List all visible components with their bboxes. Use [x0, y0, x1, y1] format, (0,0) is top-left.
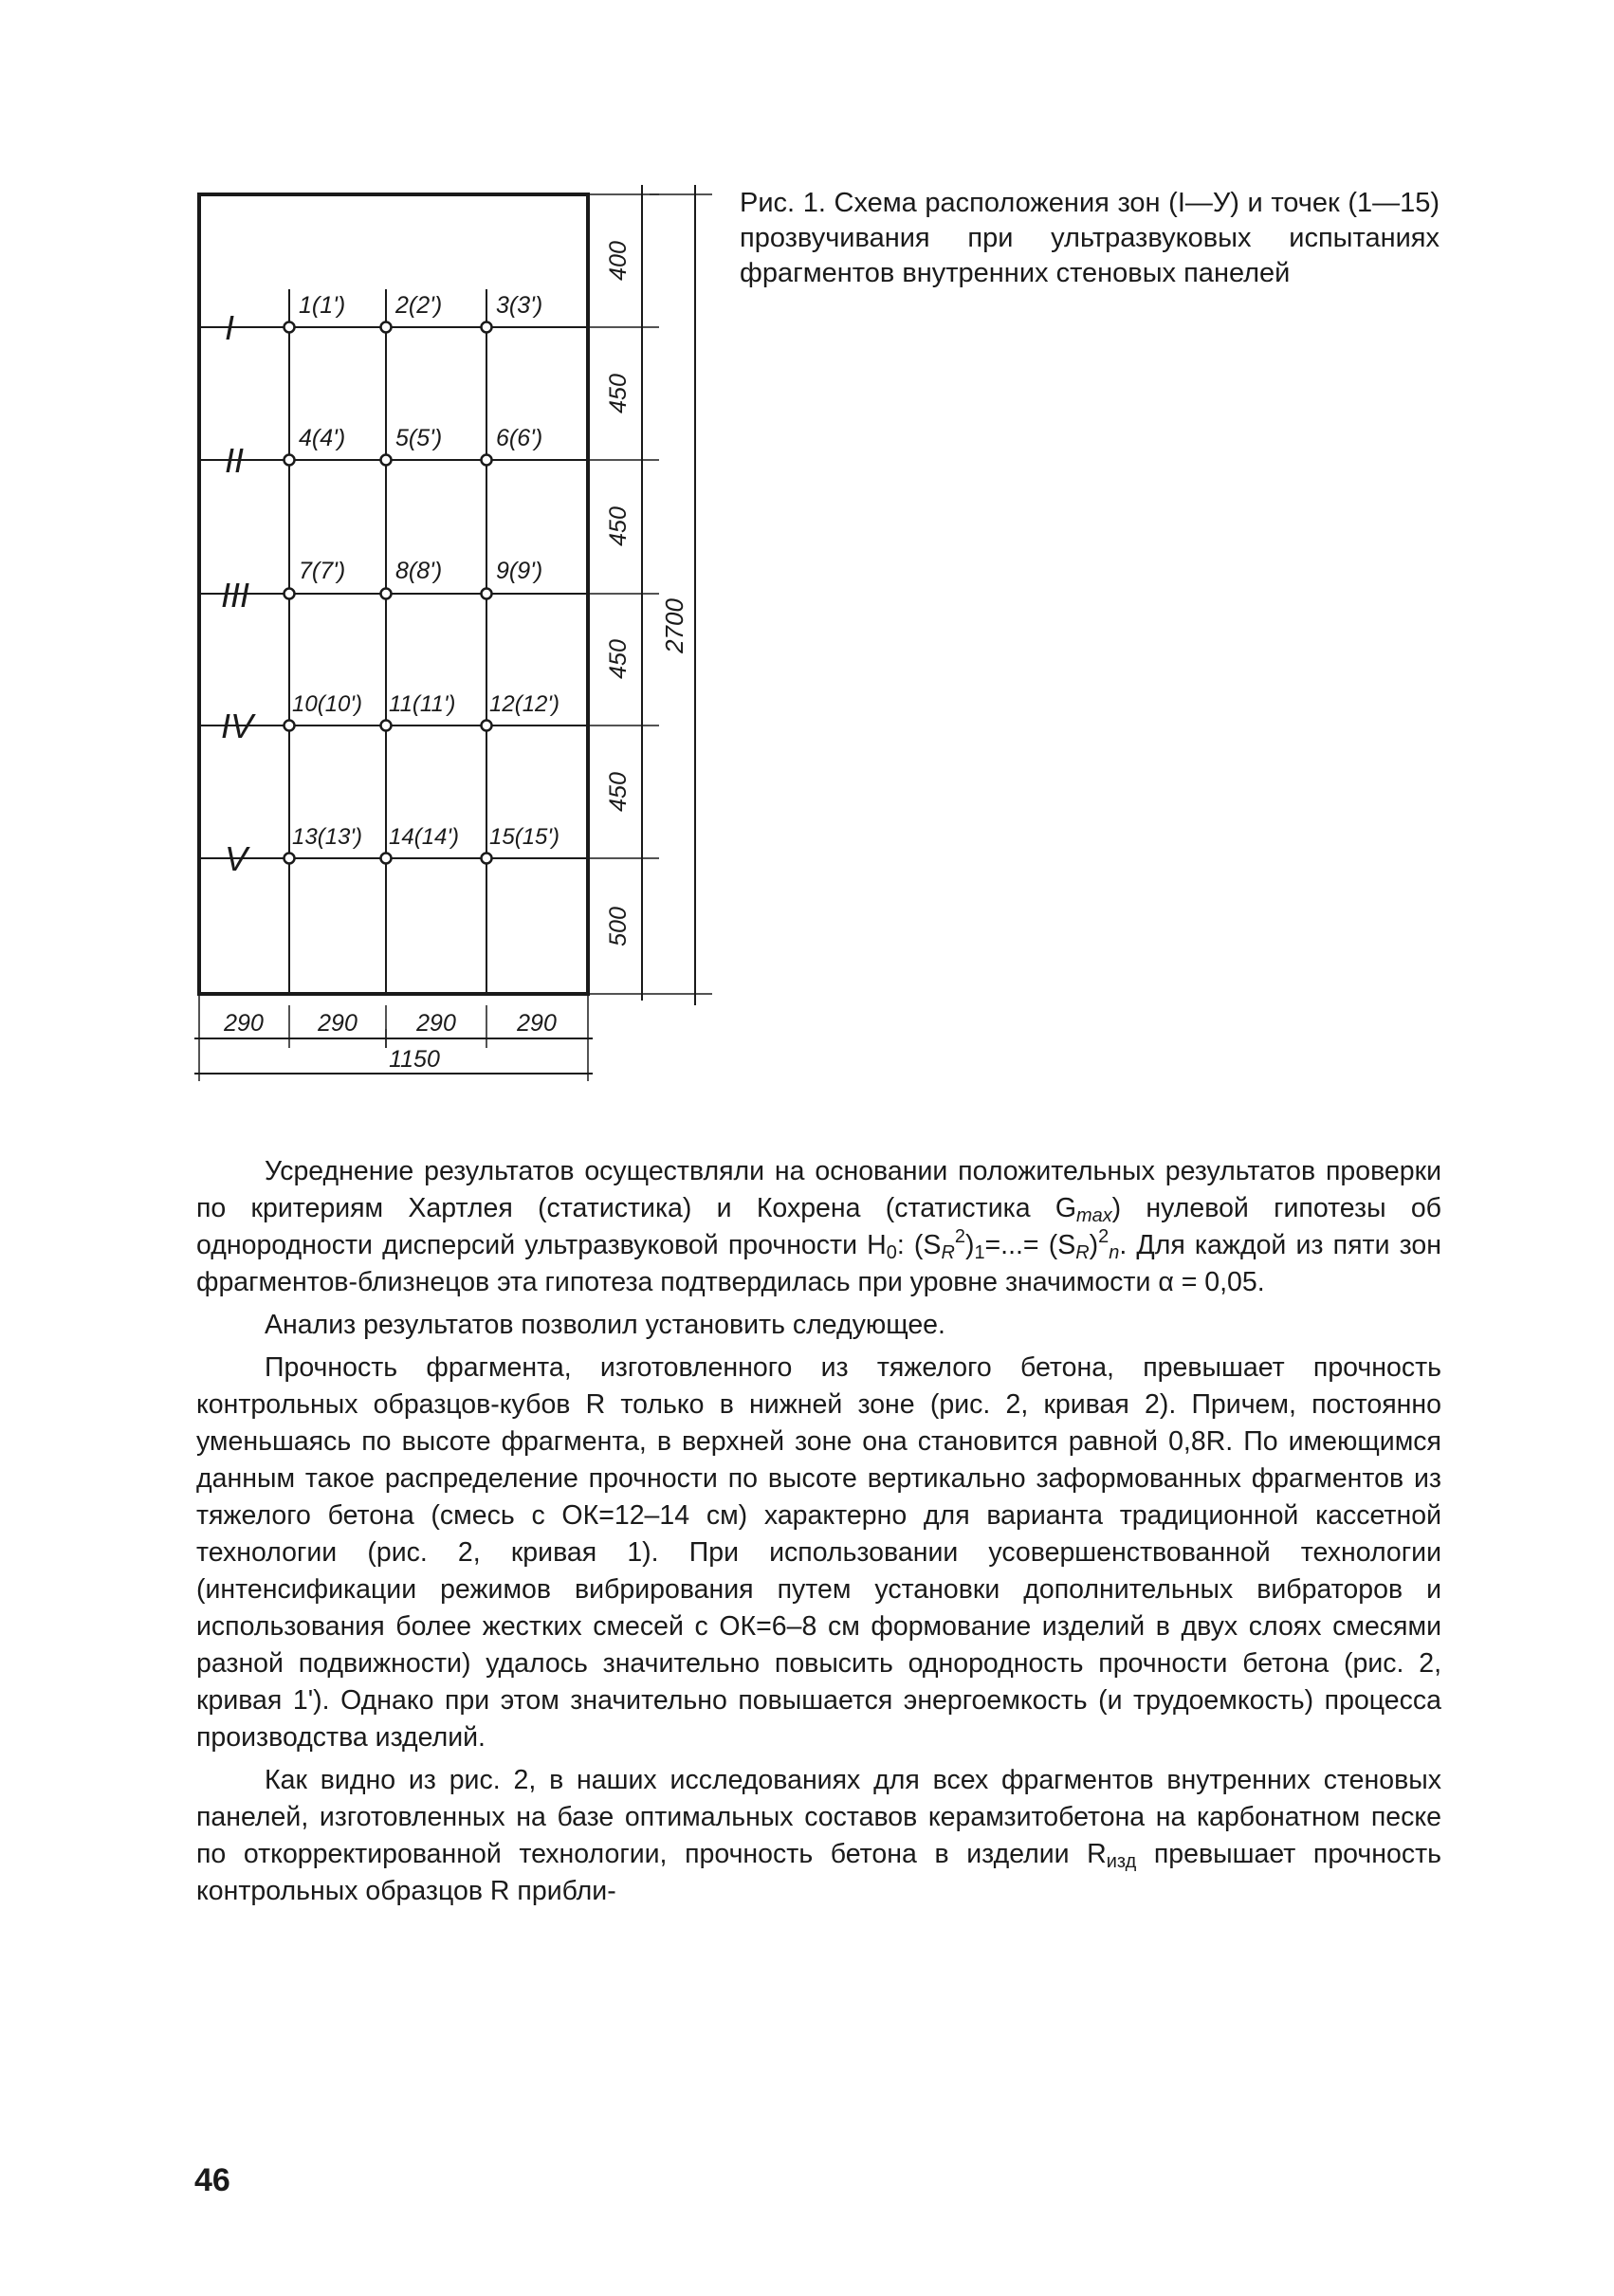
point-label: 2(2'): [395, 292, 443, 319]
caption-lead: Рис. 1.: [740, 188, 826, 218]
point-label: 10(10'): [292, 691, 362, 717]
point-label: 13(13'): [292, 824, 362, 850]
caption-text: Схема расположения зон (I—У) и точек (1—15) прозвучивания при ультразвуковых испытаниях фрагментов внутренних стеновых панелей: [740, 188, 1440, 288]
dimension-label: 290: [224, 1010, 264, 1037]
dimension-label: 450: [605, 639, 632, 679]
dimension-label: 400: [605, 241, 632, 281]
body-text: [196, 1153, 1441, 1916]
point-label: 12(12'): [489, 691, 559, 717]
zone-label-1: I: [225, 308, 235, 347]
point-label: 9(9'): [496, 558, 543, 584]
dimension-label: 290: [416, 1010, 456, 1037]
paragraph-2: Анализ результатов позволил установить следующее.: [265, 1310, 945, 1340]
point-label: 14(14'): [389, 824, 459, 850]
zone-label-5: V: [225, 839, 248, 878]
dimension-label: 290: [517, 1010, 557, 1037]
dimension-label: 500: [605, 907, 632, 946]
figure-caption: [740, 186, 1440, 291]
total-height-label: 2700: [660, 598, 688, 653]
zone-label-2: II: [225, 441, 245, 480]
dimension-label: 290: [318, 1010, 358, 1037]
point-label: 4(4'): [299, 425, 346, 451]
page-number: 46: [194, 2162, 230, 2198]
zone-label-3: III: [221, 576, 250, 615]
dimension-label: 450: [605, 772, 632, 812]
paragraph-1: Усреднение результатов осуществляли на основании положительных результатов проверки по критериям Хартлея (статистика) и Кохрена (статистика $G_{max}$) нулевой гипотезы об однородности дисперсий ультразвуковой прочности $H_0$: $(S_R^2)_1=...= (S_R)^2_n$. Для каждой из пяти зон фрагментов-близнецов эта гипотеза подтвердилась при уровне значимости α = 0,05.: [196, 1156, 1441, 1297]
zone-label-4: IV: [221, 707, 254, 745]
total-width-label: 1150: [389, 1046, 440, 1073]
point-label: 8(8'): [395, 558, 443, 584]
point-label: 6(6'): [496, 425, 543, 451]
point-label: 15(15'): [489, 824, 559, 850]
point-label: 7(7'): [299, 558, 346, 584]
panel-scheme-drawing: [185, 171, 725, 1100]
point-label: 5(5'): [395, 425, 443, 451]
panel-scheme-figure: [185, 171, 725, 1100]
paragraph-3: Прочность фрагмента, изготовленного из тяжелого бетона, превышает прочность контрольных образцов-кубов R только в нижней зоне (рис. 2, кривая 2). Причем, постоянно уменьшаясь по высоте фрагмента, в верхней зоне она становится равной 0,8R. По имеющимся данным такое распределение прочности по высоте вертикально заформованных фрагментов из тяжелого бетона (смесь с ОК=12–14 см) характерно для варианта традиционной кассетной технологии (рис. 2, кривая 1). При использовании усовершенствованной технологии (интенсификации режимов вибрирования путем установки дополнительных вибраторов и использования более жестких смесей с ОК=6–8 см формование изделий в двух слоях смесями разной подвижности) удалось значительно повысить однородность прочности бетона (рис. 2, кривая 1'). Однако при этом значительно повышается энергоемкость (и трудоемкость) процесса производства изделий.: [196, 1352, 1441, 1753]
point-label: 11(11'): [389, 691, 456, 717]
point-label: 3(3'): [496, 292, 543, 319]
dimension-label: 450: [605, 506, 632, 546]
dimension-label: 450: [605, 374, 632, 413]
point-label: 1(1'): [299, 292, 346, 319]
paragraph-4: Как видно из рис. 2, в наших исследованиях для всех фрагментов внутренних стеновых панелей, изготовленных на базе оптимальных составов керамзитобетона на карбонатном песке по откорректированной технологии, прочность бетона в изделии $R_{изд}$ превышает прочность контрольных образцов R прибли-: [196, 1765, 1441, 1906]
